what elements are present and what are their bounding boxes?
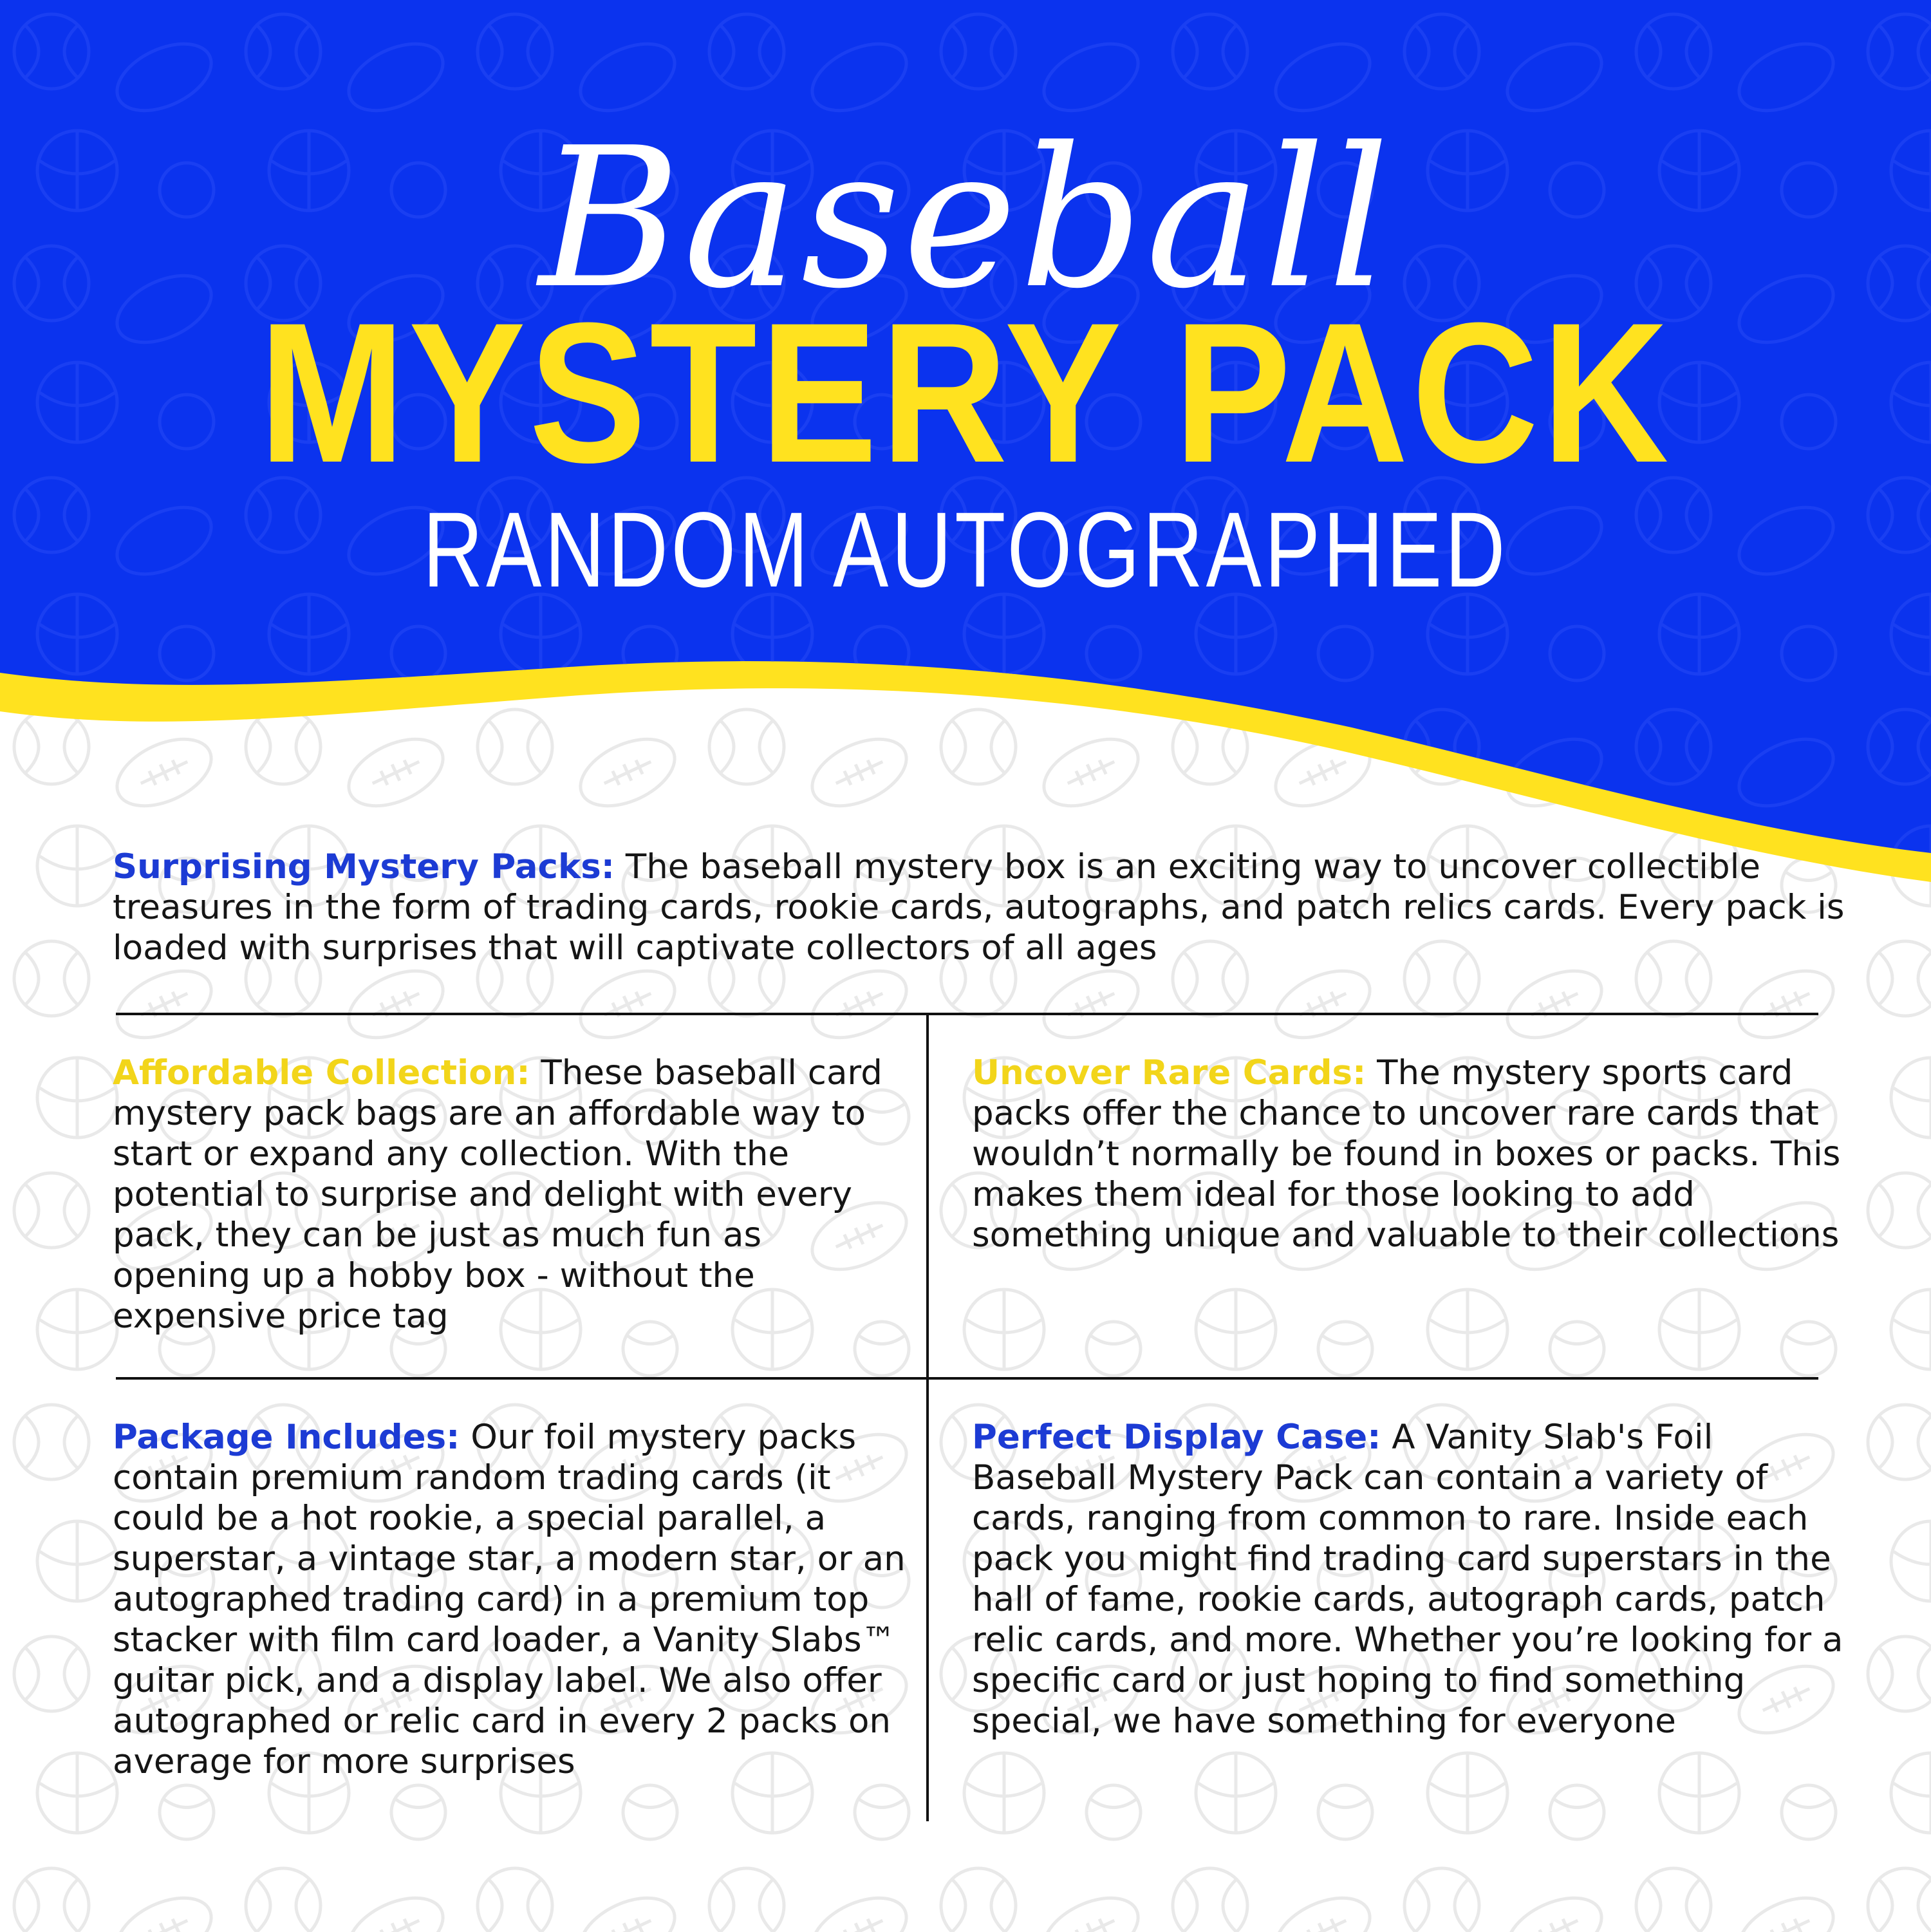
page-title: MYSTERY PACK bbox=[259, 281, 1672, 504]
intro-lead: Surprising Mystery Packs: bbox=[113, 847, 615, 886]
rare-paragraph bbox=[972, 1053, 1854, 1255]
rare-body: The mystery sports card packs offer the chance to uncover rare cards that wouldn’t normally be found in boxes or packs. This makes them ideal for those looking to add something unique and valuable to their collections bbox=[972, 1053, 1841, 1255]
page-subtitle: RANDOM AUTOGRAPHED bbox=[422, 491, 1509, 610]
display-lead: Perfect Display Case: bbox=[972, 1418, 1381, 1457]
package-lead: Package Includes: bbox=[113, 1418, 460, 1457]
affordable-paragraph bbox=[113, 1053, 908, 1336]
divider-vertical bbox=[926, 1013, 929, 1821]
divider-middle bbox=[116, 1377, 1818, 1380]
rare-lead: Uncover Rare Cards: bbox=[972, 1053, 1367, 1093]
affordable-lead: Affordable Collection: bbox=[113, 1053, 530, 1093]
affordable-body: These baseball card mystery pack bags are an affordable way to start or expand any collection. With the potential to surprise and delight with every pack, they can be just as much fun as opening up a hobby box - without the expensive price tag bbox=[113, 1053, 882, 1336]
package-paragraph bbox=[113, 1417, 908, 1782]
display-paragraph bbox=[972, 1417, 1854, 1741]
script-title: Baseball bbox=[539, 106, 1392, 331]
intro-body: The baseball mystery box is an exciting way to uncover collectible treasures in the form of trading cards, rookie cards, autographs, and patch relics cards. Every pack is loaded with surprises that will captivate collectors of all ages bbox=[113, 847, 1845, 968]
display-body: A Vanity Slab's Foil Baseball Mystery Pack can contain a variety of cards, ranging from common to rare. Inside each pack you might find trading card superstars in the hall of fame, rookie cards, autograph cards, patch relic cards, and more. Whether you’re looking for a specific card or just hoping to find something special, we have something for everyone bbox=[972, 1418, 1843, 1741]
intro-paragraph bbox=[113, 847, 1851, 968]
divider-top bbox=[116, 1013, 1818, 1015]
package-body: Our foil mystery packs contain premium random trading cards (it could be a hot rookie, a special parallel, a superstar, a vintage star, a modern star, or an autographed trading card) in a premium top stacker with film card loader, a Vanity Slabs™ guitar pick, and a display label. We also offer autographed or relic card in every 2 packs on average for more surprises bbox=[113, 1418, 906, 1781]
